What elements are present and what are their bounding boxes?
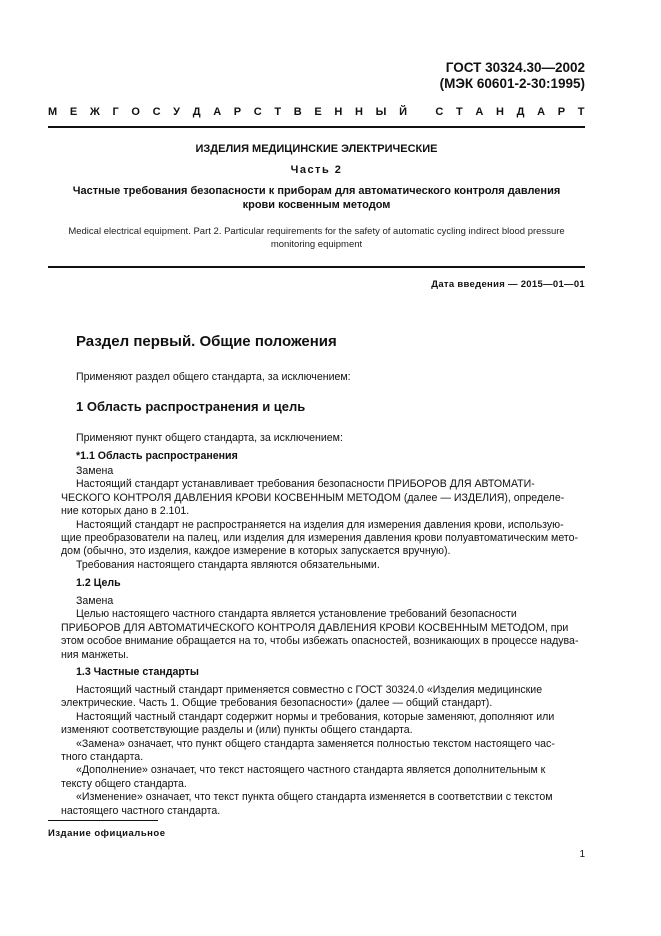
clause-1-intro: Применяют пункт общего стандарта, за исключением: bbox=[76, 432, 343, 444]
subtitle-line-2: крови косвенным методом bbox=[242, 199, 391, 211]
para-line: Требования настоящего стандарта являются обязательными. bbox=[76, 558, 380, 571]
banner-letter: Т bbox=[455, 106, 463, 118]
banner-letter: Д bbox=[516, 106, 525, 118]
banner-letter: Н bbox=[495, 106, 505, 118]
banner-letter: Т bbox=[577, 106, 585, 118]
para-line: ние которых дано в 2.101. bbox=[61, 505, 190, 518]
banner-letter: Н bbox=[355, 106, 364, 118]
para-line: настоящего частного стандарта. bbox=[61, 804, 221, 817]
clause-1-2-body bbox=[61, 595, 585, 662]
banner-letter: Н bbox=[334, 106, 343, 118]
para-line: Настоящий стандарт устанавливает требования безопасности ПРИБОРОВ ДЛЯ АВТОМАТИ- bbox=[76, 478, 535, 491]
standard-code bbox=[440, 60, 585, 92]
page-number: 1 bbox=[579, 849, 585, 860]
para-line: ния манжеты. bbox=[61, 648, 129, 661]
iec-number: (МЭК 60601-2-30:1995) bbox=[439, 76, 585, 91]
edition-label: Издание официальное bbox=[48, 828, 166, 839]
banner-letter: Й bbox=[399, 106, 408, 118]
banner-letter: Е bbox=[69, 106, 78, 118]
banner-letter: Т bbox=[274, 106, 282, 118]
banner-letter: Г bbox=[112, 106, 119, 118]
title-english bbox=[48, 225, 585, 251]
title-subtitle bbox=[48, 184, 585, 212]
clause-1-3-heading: 1.3 Частные стандарты bbox=[76, 666, 199, 678]
banner-letter: С bbox=[253, 106, 263, 118]
banner-rule bbox=[48, 126, 585, 128]
para-line: ЧЕСКОГО КОНТРОЛЯ ДАВЛЕНИЯ КРОВИ КОСВЕННЫМ МЕТОДОМ (далее — ИЗДЕЛИЯ), определе- bbox=[61, 491, 565, 504]
para-line: тного стандарта. bbox=[61, 751, 144, 764]
banner-letter: М bbox=[48, 106, 58, 118]
title-main: ИЗДЕЛИЯ МЕДИЦИНСКИЕ ЭЛЕКТРИЧЕСКИЕ bbox=[195, 143, 438, 155]
banner-letter: У bbox=[173, 106, 181, 118]
clause-1-1-heading: *1.1 Область распространения bbox=[76, 450, 238, 462]
para-line: Настоящий частный стандарт содержит нормы и требования, которые заменяют, дополняют или bbox=[76, 710, 555, 723]
clause-1-2-heading: 1.2 Цель bbox=[76, 577, 121, 589]
clause-1-3-body bbox=[61, 684, 585, 818]
banner-letter: Р bbox=[233, 106, 242, 118]
interstate-standard-banner bbox=[48, 106, 585, 118]
para-line: Настоящий стандарт не распространяется на изделия для измерения давления крови, использую- bbox=[76, 518, 564, 531]
introduction-date: Дата введения — 2015—01—01 bbox=[431, 279, 585, 290]
para-line: дом (обычно, это изделия, каждое измерение в которых запускается вручную). bbox=[61, 545, 451, 558]
banner-letter: В bbox=[293, 106, 303, 118]
banner-letter: С bbox=[435, 106, 444, 118]
para-line: Замена bbox=[76, 595, 114, 607]
para-line: электрические. Часть 1. Общие требования безопасности» (далее — общий стандарт). bbox=[61, 697, 493, 710]
banner-letter: А bbox=[213, 106, 222, 118]
title-rule bbox=[48, 266, 585, 268]
clause-1-1-body bbox=[61, 465, 585, 572]
banner-letter: О bbox=[131, 106, 141, 118]
banner-letter: С bbox=[152, 106, 161, 118]
para-line: Замена bbox=[76, 465, 114, 477]
banner-letter bbox=[420, 106, 423, 118]
section-heading: Раздел первый. Общие положения bbox=[76, 333, 337, 350]
para-line: щие преобразователи на палец, или изделия для измерения давления крови полуавтоматическим мето- bbox=[61, 532, 579, 545]
banner-letter: Д bbox=[192, 106, 201, 118]
banner-letter: Ы bbox=[375, 106, 387, 118]
banner-letter: А bbox=[537, 106, 546, 118]
title-part: Часть 2 bbox=[290, 164, 343, 176]
english-line-1: Medical electrical equipment. Part 2. Particular requirements for the safety of automatic cycling indirect blood pressure bbox=[68, 226, 565, 237]
para-line: «Дополнение» означает, что текст настоящего частного стандарта является дополнительным к bbox=[76, 764, 546, 777]
para-line: этом особое внимание обращается на то, чтобы избежать опасностей, возникающих в процессе надува- bbox=[61, 635, 579, 648]
para-line: Целью настоящего частного стандарта является установление требований безопасности bbox=[76, 608, 517, 621]
para-line: тексту общего стандарта. bbox=[61, 777, 187, 790]
english-line-2: monitoring equipment bbox=[270, 239, 363, 250]
para-line: «Замена» означает, что пункт общего стандарта заменяется полностью текстом настоящего час- bbox=[76, 737, 555, 750]
clause-1-heading: 1 Область распространения и цель bbox=[76, 399, 306, 414]
std-number: ГОСТ 30324.30—2002 bbox=[445, 60, 585, 75]
subtitle-line-1: Частные требования безопасности к приборам для автоматического контроля давления bbox=[72, 185, 561, 197]
para-line: Настоящий частный стандарт применяется совместно с ГОСТ 30324.0 «Изделия медицинские bbox=[76, 684, 543, 696]
banner-letter: Е bbox=[314, 106, 323, 118]
banner-letter: Ж bbox=[89, 106, 101, 118]
para-line: ПРИБОРОВ ДЛЯ АВТОМАТИЧЕСКОГО КОНТРОЛЯ ДАВЛЕНИЯ КРОВИ КОСВЕННЫМ МЕТОДОМ, при bbox=[61, 621, 569, 634]
para-line: изменяют соответствующие разделы и (или) пункты общего стандарта. bbox=[61, 724, 413, 737]
section-intro: Применяют раздел общего стандарта, за исключением: bbox=[76, 371, 351, 383]
banner-letter: А bbox=[475, 106, 484, 118]
footer-rule bbox=[48, 820, 158, 821]
para-line: «Изменение» означает, что текст пункта общего стандарта изменяется в соответствии с текстом bbox=[76, 791, 553, 804]
banner-letter: Р bbox=[557, 106, 566, 118]
